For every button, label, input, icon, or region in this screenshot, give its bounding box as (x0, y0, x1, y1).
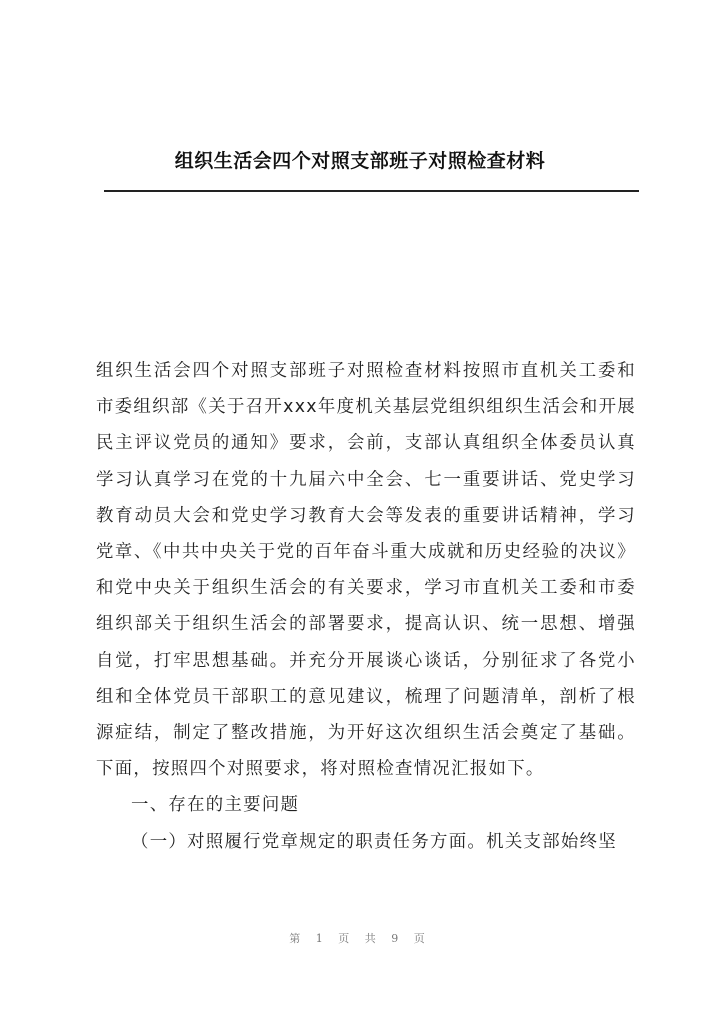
body-paragraph-subsection: （一）对照履行党章规定的职责任务方面。机关支部始终坚 (131, 831, 617, 852)
document-title: 组织生活会四个对照支部班子对照检查材料 (174, 150, 546, 172)
section-heading: 一、存在的主要问题 (131, 795, 300, 816)
document-body (96, 353, 636, 860)
body-paragraph-intro: 组织生活会四个对照支部班子对照检查材料按照市直机关工委和市委组织部《关于召开xxx年度机关基层党组织组织生活会和开展民主评议党员的通知》要求，会前，支部认真组织全体委员认真学习认真学习在党的十九届六中全会、七一重要讲话、党史学习教育动员大会和党史学习教育大会等发表的重要讲话精神，学习党章、《中共中央关于党的百年奋斗重大成就和历史经验的决议》和党中央关于组织生活会的有关要求，学习市直机关工委和市委组织部关于组织生活会的部署要求，提高认识、统一思想、增强自觉，打牢思想基础。并充分开展谈心谈话，分别征求了各党小组和全体党员干部职工的意见建议，梳理了问题清单，剖析了根源症结，制定了整改措施，为开好这次组织生活会奠定了基础。下面，按照四个对照要求，将对照检查情况汇报如下。 (96, 361, 636, 780)
title-divider (104, 190, 639, 192)
page-footer: 第 1 页 共 9 页 (289, 932, 431, 945)
